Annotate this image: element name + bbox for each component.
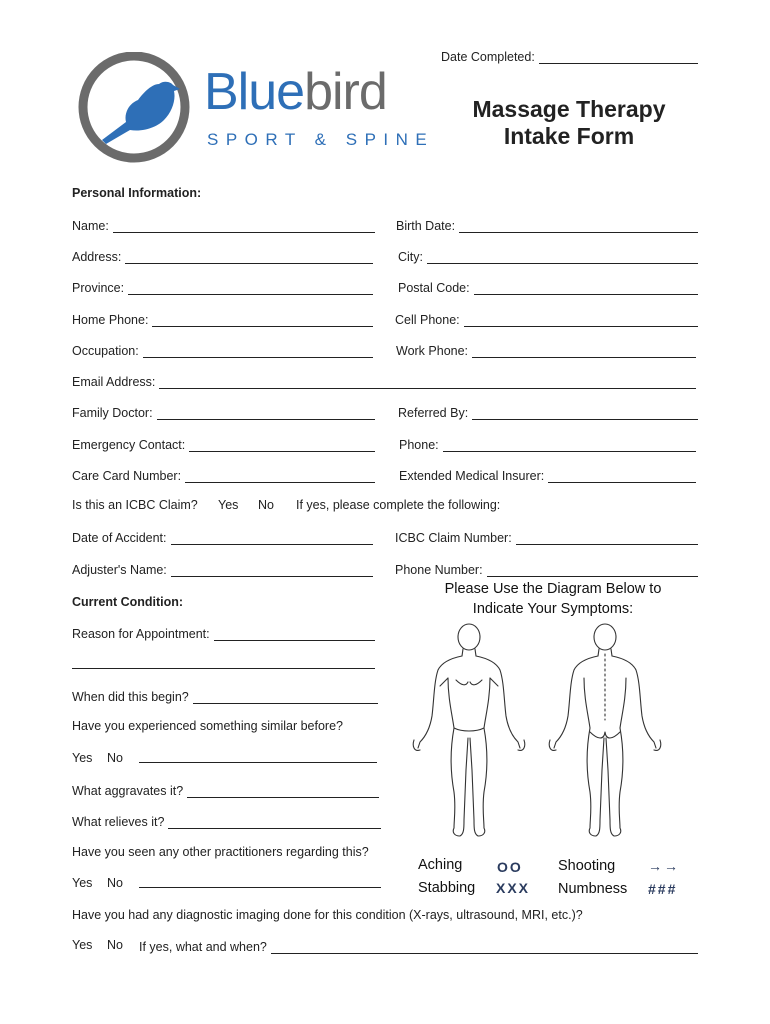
legend-aching-symbol: OO <box>497 859 523 875</box>
birth-date-line[interactable] <box>459 218 698 233</box>
reason-line-2[interactable] <box>72 668 375 669</box>
email-field[interactable] <box>72 371 696 389</box>
legend-numbness-label: Numbness <box>558 881 628 897</box>
relieves-label: What relieves it? <box>72 815 165 829</box>
family-doctor-field[interactable] <box>72 402 375 420</box>
home-phone-label: Home Phone: <box>72 313 149 327</box>
date-completed-line[interactable] <box>539 49 698 64</box>
similar-no-option[interactable]: No <box>107 751 123 765</box>
date-completed-field[interactable] <box>441 46 698 64</box>
extended-insurer-line[interactable] <box>548 468 696 483</box>
emergency-contact-label: Emergency Contact: <box>72 438 186 452</box>
similar-before-question: Have you experienced something similar before? <box>72 719 343 733</box>
occupation-field[interactable] <box>72 340 373 358</box>
home-phone-line[interactable] <box>152 312 373 327</box>
name-field[interactable] <box>72 215 375 233</box>
reason-line[interactable] <box>214 626 375 641</box>
name-label: Name: <box>72 219 109 233</box>
name-line[interactable] <box>113 218 375 233</box>
date-of-accident-line[interactable] <box>171 530 373 545</box>
postal-code-line[interactable] <box>474 280 698 295</box>
bluebird-logo <box>76 52 436 167</box>
work-phone-field[interactable] <box>396 340 696 358</box>
aggravates-label: What aggravates it? <box>72 784 184 798</box>
extended-insurer-label: Extended Medical Insurer: <box>399 469 545 483</box>
family-doctor-line[interactable] <box>157 405 375 420</box>
care-card-line[interactable] <box>185 468 375 483</box>
legend-stabbing-label: Stabbing <box>418 880 476 896</box>
postal-code-field[interactable] <box>398 277 698 295</box>
diagram-title <box>410 579 696 619</box>
phone-line[interactable] <box>443 437 696 452</box>
emergency-contact-line[interactable] <box>189 437 375 452</box>
practitioners-details-line[interactable] <box>139 887 381 888</box>
referred-by-label: Referred By: <box>398 406 469 420</box>
city-label: City: <box>398 250 423 264</box>
legend-shooting-symbol: →→ <box>648 858 680 874</box>
care-card-field[interactable] <box>72 465 375 483</box>
icbc-instruction: If yes, please complete the following: <box>296 498 501 512</box>
diagram-title-line2: Indicate Your Symptoms: <box>472 601 634 617</box>
city-line[interactable] <box>427 249 698 264</box>
address-line[interactable] <box>125 249 373 264</box>
when-begin-field[interactable] <box>72 686 378 704</box>
body-diagram[interactable] <box>410 620 670 850</box>
logo-word-blue: Blue <box>204 63 305 121</box>
form-title <box>458 96 680 150</box>
emergency-contact-field[interactable] <box>72 434 375 452</box>
front-body-figure <box>413 624 525 836</box>
address-field[interactable] <box>72 246 373 264</box>
imaging-question: Have you had any diagnostic imaging done for this condition (X-rays, ultrasound, MRI, etc.)? <box>72 908 583 922</box>
icbc-claim-number-label: ICBC Claim Number: <box>395 531 512 545</box>
birth-date-label: Birth Date: <box>396 219 456 233</box>
practitioners-yes-option[interactable]: Yes <box>72 876 93 890</box>
icbc-no-option[interactable]: No <box>258 498 274 512</box>
form-title-line1: Massage Therapy <box>472 96 666 122</box>
relieves-line[interactable] <box>168 814 381 829</box>
family-doctor-label: Family Doctor: <box>72 406 153 420</box>
icbc-yes-option[interactable]: Yes <box>218 498 239 512</box>
aggravates-field[interactable] <box>72 780 379 798</box>
other-practitioners-question: Have you seen any other practitioners regarding this? <box>72 845 369 859</box>
email-line[interactable] <box>159 374 696 389</box>
occupation-line[interactable] <box>143 343 373 358</box>
work-phone-label: Work Phone: <box>396 344 469 358</box>
when-begin-label: When did this begin? <box>72 690 189 704</box>
phone-field[interactable] <box>399 434 696 452</box>
phone-label: Phone: <box>399 438 439 452</box>
when-begin-line[interactable] <box>193 689 378 704</box>
adjuster-name-line[interactable] <box>171 562 373 577</box>
back-body-figure <box>549 624 661 836</box>
relieves-field[interactable] <box>72 811 381 829</box>
legend-shooting-label: Shooting <box>558 858 616 874</box>
date-of-accident-label: Date of Accident: <box>72 531 167 545</box>
address-label: Address: <box>72 250 122 264</box>
diagram-title-line1: Please Use the Diagram Below to <box>444 581 662 597</box>
postal-code-label: Postal Code: <box>398 281 470 295</box>
similar-details-line[interactable] <box>139 762 377 763</box>
logo-word-gray: bird <box>304 63 387 121</box>
bird-icon <box>102 82 180 144</box>
adjuster-phone-label: Phone Number: <box>395 563 483 577</box>
practitioners-no-option[interactable]: No <box>107 876 123 890</box>
imaging-details-line[interactable] <box>271 939 698 954</box>
legend-stabbing-symbol: XXX <box>496 880 531 896</box>
cell-phone-line[interactable] <box>464 312 698 327</box>
cell-phone-field[interactable] <box>395 309 698 327</box>
legend-numbness-symbol: ### <box>648 881 678 897</box>
imaging-details-label: If yes, what and when? <box>139 940 267 954</box>
extended-insurer-field[interactable] <box>399 465 696 483</box>
occupation-label: Occupation: <box>72 344 139 358</box>
imaging-no-option[interactable]: No <box>107 938 123 952</box>
work-phone-line[interactable] <box>472 343 696 358</box>
referred-by-field[interactable] <box>398 402 698 420</box>
home-phone-field[interactable] <box>72 309 373 327</box>
city-field[interactable] <box>398 246 698 264</box>
date-completed-label: Date Completed: <box>441 50 535 64</box>
province-field[interactable] <box>72 277 373 295</box>
care-card-label: Care Card Number: <box>72 469 182 483</box>
reason-label: Reason for Appointment: <box>72 627 210 641</box>
icbc-claim-number-field[interactable] <box>395 527 698 545</box>
icbc-question: Is this an ICBC Claim? <box>72 498 198 512</box>
birth-date-field[interactable] <box>396 215 698 233</box>
province-label: Province: <box>72 281 125 295</box>
similar-yes-option[interactable]: Yes <box>72 751 93 765</box>
form-title-line2: Intake Form <box>503 123 635 149</box>
adjuster-phone-line[interactable] <box>487 562 698 577</box>
logo-tagline: SPORT & SPINE <box>207 130 435 149</box>
email-label: Email Address: <box>72 375 156 389</box>
icbc-claim-number-line[interactable] <box>516 530 698 545</box>
adjuster-phone-field[interactable] <box>395 559 698 577</box>
date-of-accident-field[interactable] <box>72 527 373 545</box>
logo-wordmark <box>204 64 387 120</box>
current-condition-heading: Current Condition: <box>72 595 184 609</box>
province-line[interactable] <box>128 280 373 295</box>
legend-aching-label: Aching <box>418 857 463 873</box>
reason-field[interactable] <box>72 623 375 641</box>
aggravates-line[interactable] <box>187 783 379 798</box>
personal-info-heading: Personal Information: <box>72 186 202 200</box>
imaging-details-field[interactable] <box>139 936 698 954</box>
referred-by-line[interactable] <box>472 405 698 420</box>
imaging-yes-option[interactable]: Yes <box>72 938 93 952</box>
cell-phone-label: Cell Phone: <box>395 313 460 327</box>
adjuster-name-label: Adjuster's Name: <box>72 563 167 577</box>
adjuster-name-field[interactable] <box>72 559 373 577</box>
